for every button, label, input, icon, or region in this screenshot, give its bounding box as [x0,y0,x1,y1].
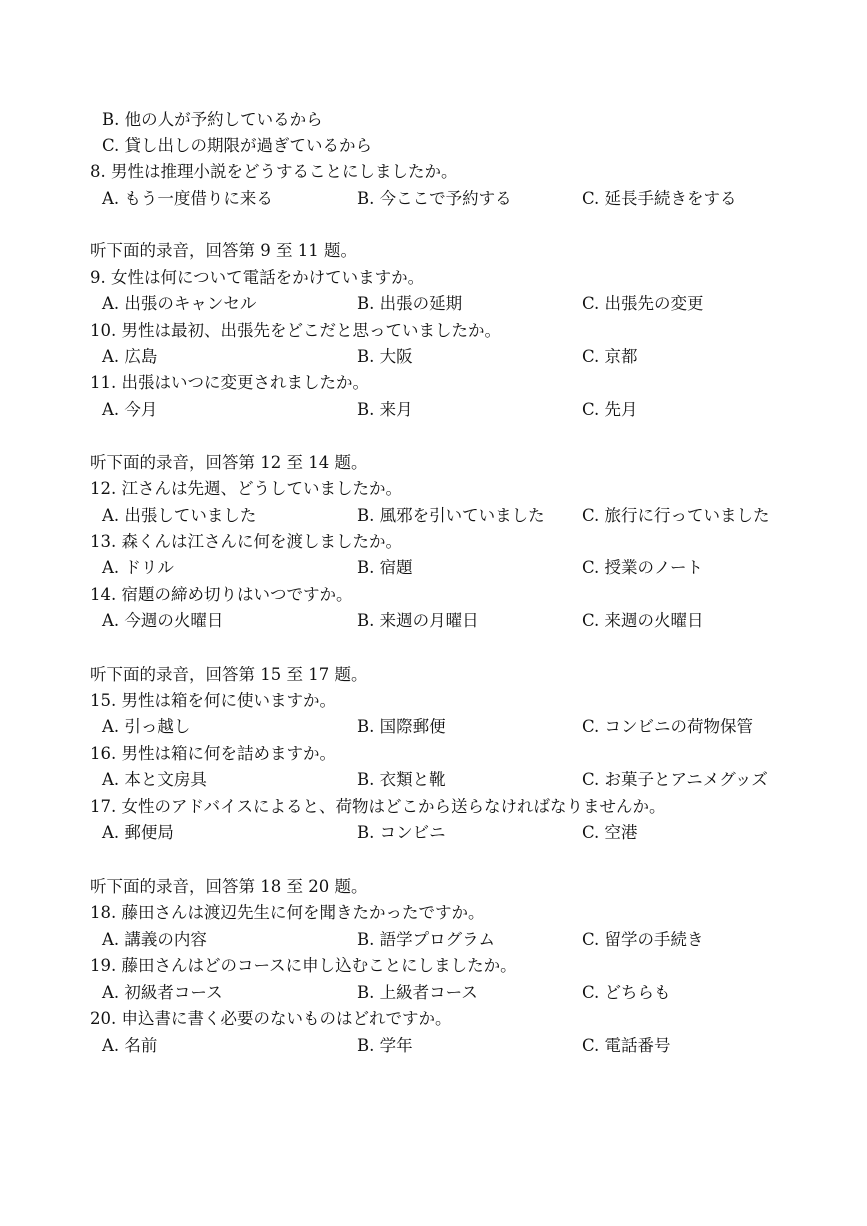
option-line [0,133,867,159]
option-a: A. 名前 [102,1036,158,1055]
option-a: A. 出張していました [102,506,257,525]
option-b: B. コンビニ [357,823,446,842]
question-line [0,265,867,291]
option-b: B. 来月 [357,400,413,419]
option-c: C. 電話番号 [582,1036,671,1055]
question-line [0,529,867,555]
option-a: A. もう一度借りに来る [102,189,273,208]
options-row [0,1033,867,1059]
option-c: C. コンビニの荷物保管 [582,717,754,736]
option-a: A. 初級者コース [102,983,223,1002]
option-a: A. 郵便局 [102,823,174,842]
question-line [0,900,867,926]
option-a: A. 出張のキャンセル [102,294,257,313]
options-row [0,820,867,846]
option-a: A. 今月 [102,400,158,419]
option-a: A. ドリル [102,558,174,577]
question-text: 9. 女性は何について電話をかけていますか。 [90,268,425,287]
section-heading [0,874,867,900]
option-b: B. 今ここで予約する [357,189,512,208]
question-text: 10. 男性は最初、出張先をどこだと思っていましたか。 [90,321,501,340]
question-text: 13. 森くんは江さんに何を渡しましたか。 [90,532,402,551]
option-c: C. 先月 [582,400,638,419]
question-line [0,953,867,979]
question-text: 14. 宿題の締め切りはいつですか。 [90,585,353,604]
option-b: B. 衣類と靴 [357,770,446,789]
question-line [0,582,867,608]
option-c: C. 出張先の変更 [582,294,704,313]
options-row [0,714,867,740]
section-heading-text: 听下面的录音，回答第 12 至 14 题。 [90,453,368,472]
question-text: 12. 江さんは先週、どうしていましたか。 [90,479,402,498]
question-line [0,476,867,502]
option-b: B. 大阪 [357,347,413,366]
options-row [0,291,867,317]
options-row [0,980,867,1006]
option-a: A. 講義の内容 [102,930,207,949]
options-row [0,767,867,793]
section-heading-text: 听下面的录音，回答第 9 至 11 题。 [90,241,357,260]
option-text: B. 他の人が予約しているから [102,110,323,129]
question-text: 15. 男性は箱を何に使いますか。 [90,691,336,710]
options-row [0,503,867,529]
question-line [0,688,867,714]
question-line [0,794,867,820]
options-row [0,397,867,423]
section-heading [0,238,867,264]
option-c: C. 空港 [582,823,638,842]
question-line [0,741,867,767]
option-b: B. 語学プログラム [357,930,495,949]
option-a: A. 広島 [102,347,158,366]
section-heading-text: 听下面的录音，回答第 18 至 20 题。 [90,877,368,896]
option-line [0,107,867,133]
question-text: 20. 申込書に書く必要のないものはどれですか。 [90,1009,452,1028]
question-text: 16. 男性は箱に何を詰めますか。 [90,744,336,763]
question-line [0,370,867,396]
option-c: C. 旅行に行っていました [582,506,770,525]
option-a: A. 本と文房具 [102,770,207,789]
option-text: C. 貸し出しの期限が過ぎているから [102,136,373,155]
option-c: C. 京都 [582,347,638,366]
option-c: C. 延長手続きをする [582,189,737,208]
option-c: C. 来週の火曜日 [582,611,704,630]
option-a: A. 今週の火曜日 [102,611,224,630]
question-line [0,159,867,185]
options-row [0,927,867,953]
option-b: B. 来週の月曜日 [357,611,479,630]
options-row [0,608,867,634]
option-c: C. お菓子とアニメグッズ [582,770,768,789]
option-a: A. 引っ越し [102,717,191,736]
option-b: B. 上級者コース [357,983,478,1002]
options-row [0,186,867,212]
option-b: B. 出張の延期 [357,294,463,313]
section-heading [0,662,867,688]
option-b: B. 風邪を引いていました [357,506,545,525]
section-heading-text: 听下面的录音，回答第 15 至 17 题。 [90,665,368,684]
question-text: 18. 藤田さんは渡辺先生に何を聞きたかったですか。 [90,903,485,922]
options-row [0,555,867,581]
question-line [0,1006,867,1032]
question-text: 19. 藤田さんはどのコースに申し込むことにしましたか。 [90,956,517,975]
option-c: C. 授業のノート [582,558,704,577]
option-c: C. どちらも [582,983,671,1002]
question-text: 8. 男性は推理小説をどうすることにしましたか。 [90,162,458,181]
section-heading [0,450,867,476]
question-text: 17. 女性のアドバイスによると、荷物はどこから送らなければなりませんか。 [90,797,666,816]
option-b: B. 宿題 [357,558,413,577]
question-text: 11. 出張はいつに変更されましたか。 [90,373,369,392]
option-b: B. 国際郵便 [357,717,446,736]
option-c: C. 留学の手続き [582,930,704,949]
question-line [0,318,867,344]
option-b: B. 学年 [357,1036,413,1055]
options-row [0,344,867,370]
